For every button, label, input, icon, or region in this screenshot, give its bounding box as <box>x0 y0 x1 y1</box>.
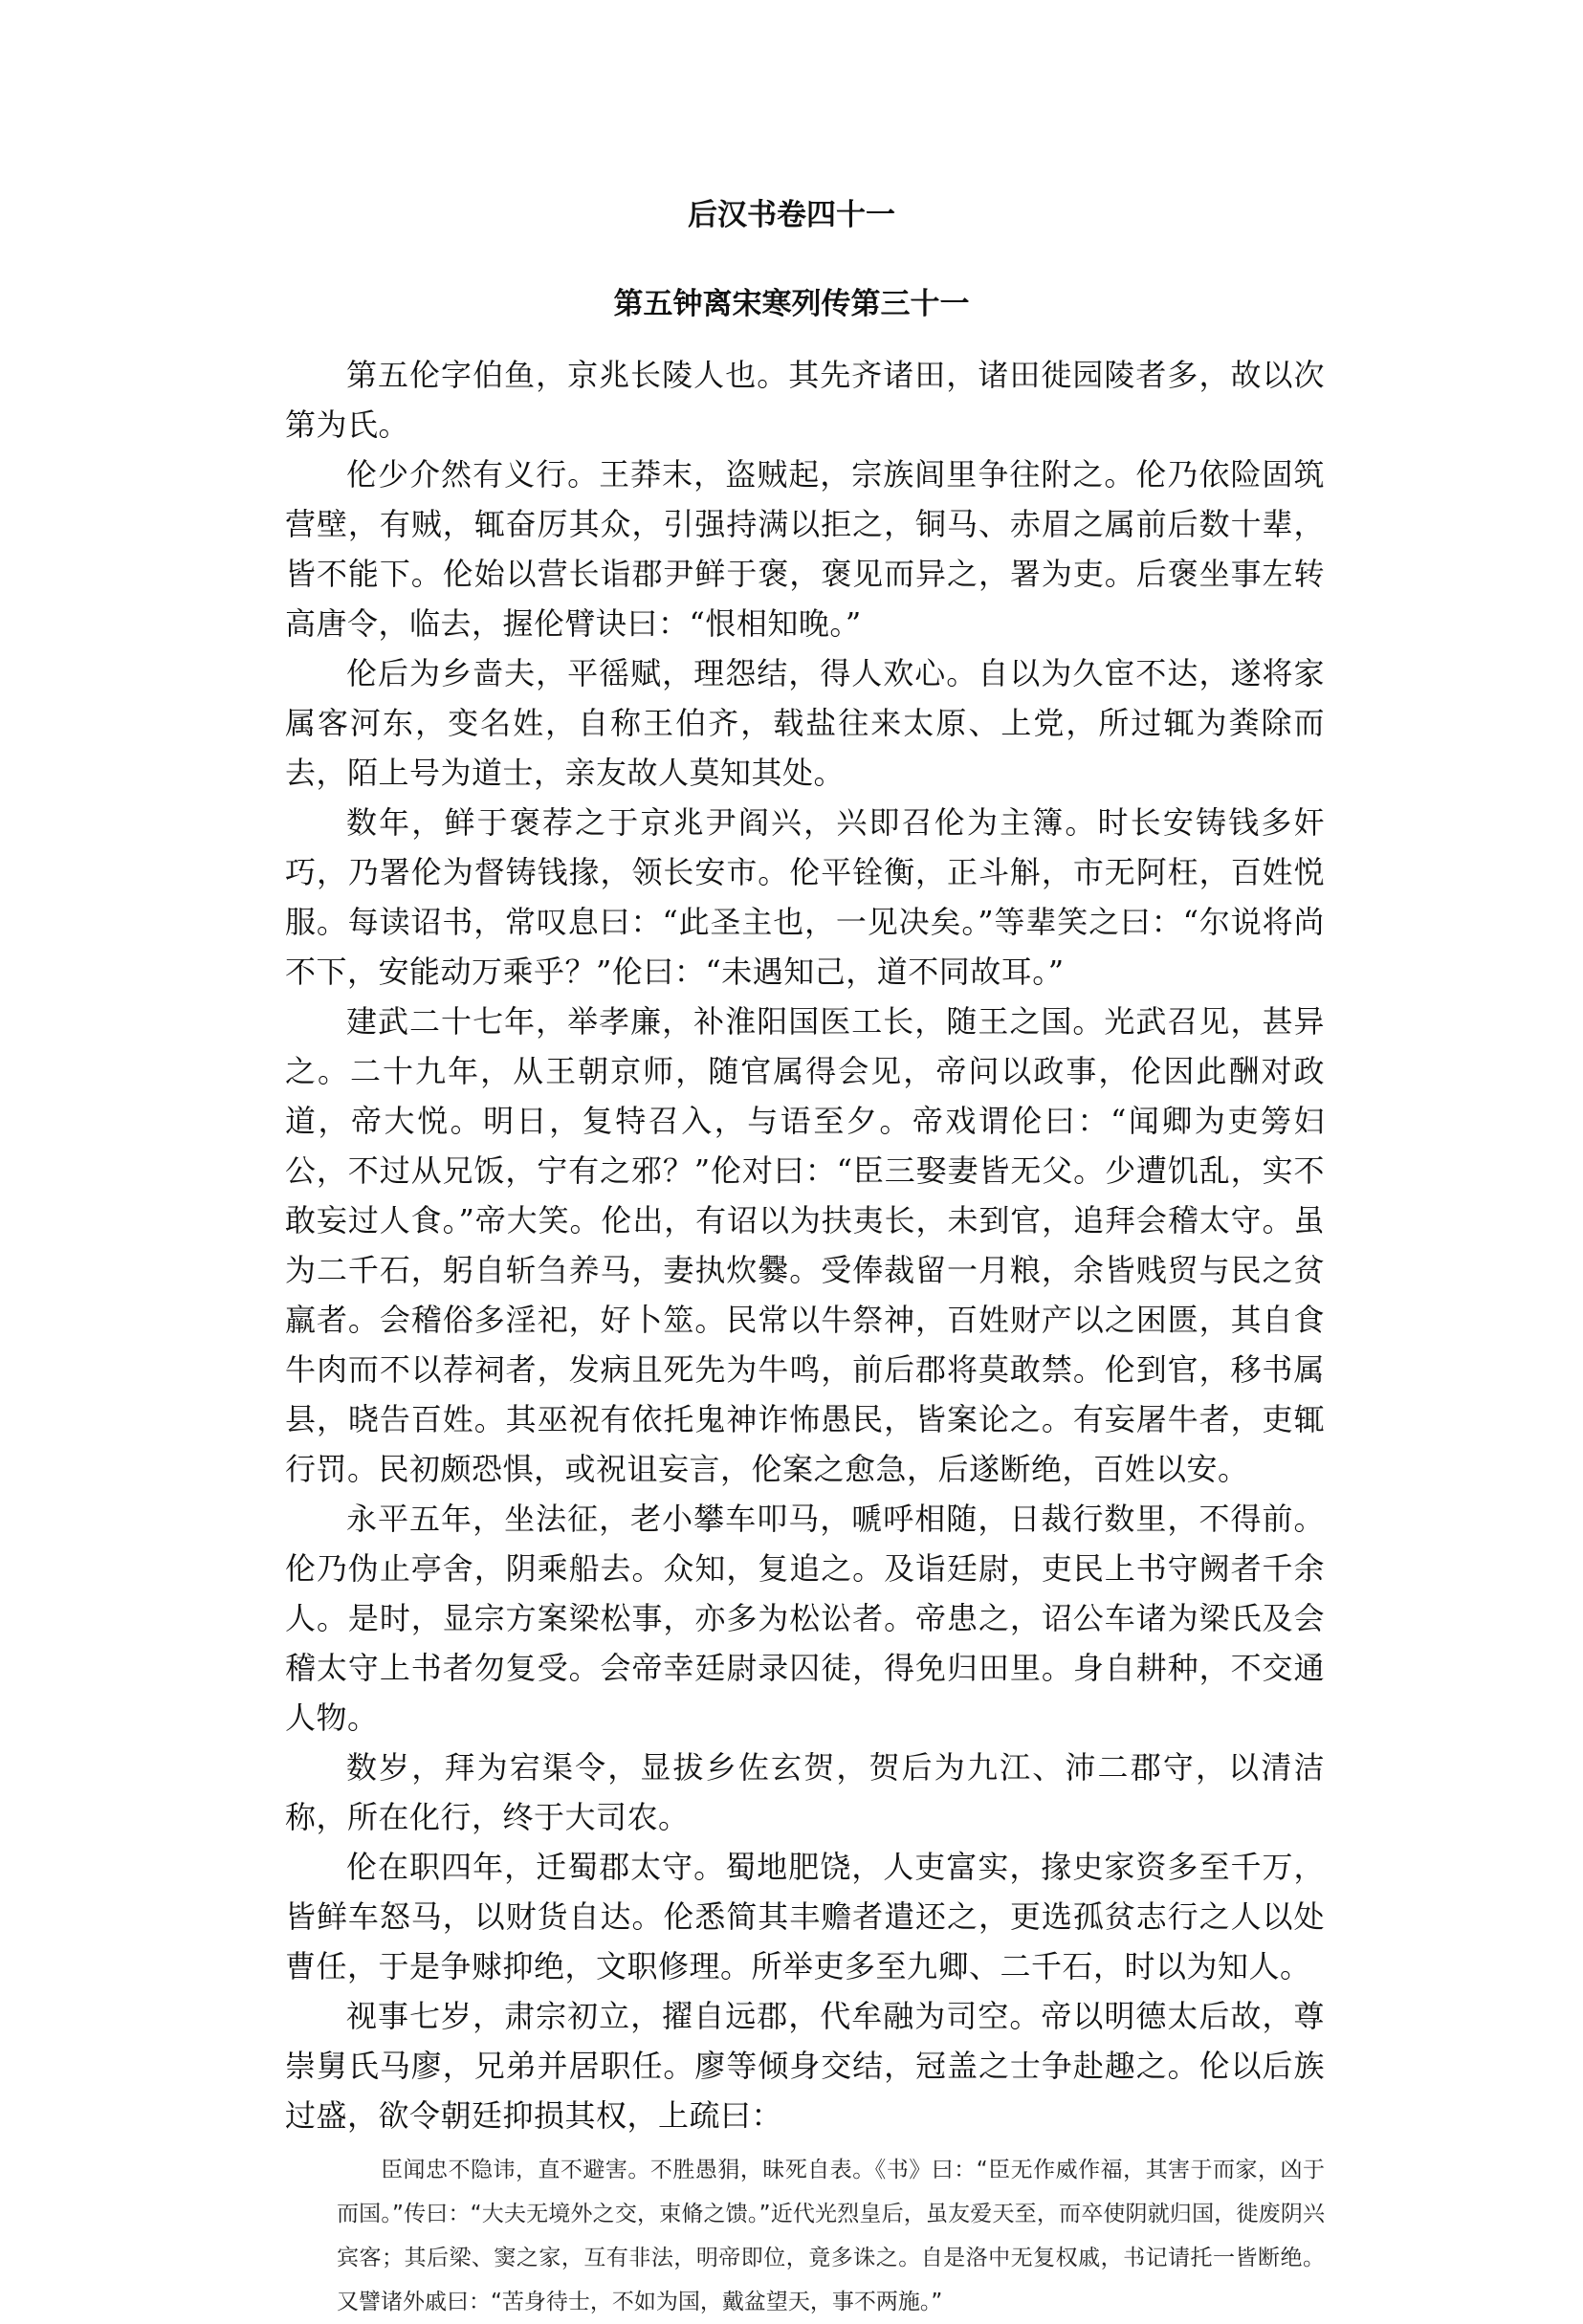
chapter-title: 第五钟离宋寒列传第三十一 <box>613 287 970 321</box>
paragraph: 伦少介然有义行。王莽末，盗贼起，宗族闾里争往附之。伦乃依险固筑营壁，有贼，辄奋厉其众，引强持满以拒之，铜马、赤眉之属前后数十辈，皆不能下。伦始以营长诣郡尹鲜于褒，褒见而异之，署为吏。后褒坐事左转高唐令，临去，握伦臂诀曰：“恨相知晚。” <box>285 456 1325 642</box>
memorial-quote: 臣闻忠不隐讳，直不避害。不胜愚狷，昧死自表。《书》曰：“臣无作威作福，其害于而家，凶于而国。”传曰：“大夫无境外之交，束脩之馈。”近代光烈皇后，虽友爱天至，而卒使阴就归国，徙废阴兴宾客；其后梁、窦之家，互有非法，明帝即位，竟多诛之。自是洛中无复权戚，书记请托一皆断绝。又譬诸外戚曰：“苦身待士，不如为国，戴盆望天，事不两施。” <box>337 2158 1325 2314</box>
paragraph: 伦后为乡啬夫，平徭赋，理怨结，得人欢心。自以为久宦不达，遂将家属客河东，变名姓，自称王伯齐，载盐往来太原、上党，所过辄为粪除而去，陌上号为道士，亲友故人莫知其处。 <box>285 655 1325 791</box>
paragraph: 数年，鲜于褒荐之于京兆尹阎兴，兴即召伦为主簿。时长安铸钱多奸巧，乃署伦为督铸钱掾，领长安市。伦平铨衡，正斗斛，市无阿枉，百姓悦服。每读诏书，常叹息曰：“此圣主也，一见决矣。”等辈笑之曰：“尔说将尚不下，安能动万乘乎？”伦曰：“未遇知己，道不同故耳。” <box>285 804 1325 990</box>
paragraph: 伦在职四年，迁蜀郡太守。蜀地肥饶，人吏富实，掾史家资多至千万，皆鲜车怒马，以财货自达。伦悉简其丰赡者遣还之，更选孤贫志行之人以处曹任，于是争赇抑绝，文职修理。所举吏多至九卿、二千石，时以为知人。 <box>285 1849 1325 1984</box>
paragraph: 视事七岁，肃宗初立，擢自远郡，代牟融为司空。帝以明德太后故，尊崇舅氏马廖，兄弟并居职任。廖等倾身交结，冠盖之士争赴趣之。伦以后族过盛，欲令朝廷抑损其权，上疏曰： <box>285 1998 1325 2134</box>
paragraph: 建武二十七年，举孝廉，补淮阳国医工长，随王之国。光武召见，甚异之。二十九年，从王朝京师，随官属得会见，帝问以政事，伦因此酬对政道，帝大悦。明日，复特召入，与语至夕。帝戏谓伦曰：“闻卿为吏篣妇公，不过从兄饭，宁有之邪？”伦对曰：“臣三娶妻皆无父。少遭饥乱，实不敢妄过人食。”帝大笑。伦出，有诏以为扶夷长，未到官，追拜会稽太守。虽为二千石，躬自斩刍养马，妻执炊爨。受俸裁留一月粮，余皆贱贸与民之贫羸者。会稽俗多淫祀，好卜筮。民常以牛祭神，百姓财产以之困匮，其自食牛肉而不以荐祠者，发病且死先为牛鸣，前后郡将莫敢禁。伦到官，移书属县，晓告百姓。其巫祝有依托鬼神诈怖愚民，皆案论之。有妄屠牛者，吏辄行罚。民初颇恐惧，或祝诅妄言，伦案之愈急，后遂断绝，百姓以安。 <box>285 1003 1325 1487</box>
document-body <box>285 350 1325 2324</box>
paragraph: 数岁，拜为宕渠令，显拔乡佐玄贺，贺后为九江、沛二郡守，以清洁称，所在化行，终于大司农。 <box>285 1749 1325 1835</box>
book-title: 后汉书卷四十一 <box>688 198 895 232</box>
paragraph: 第五伦字伯鱼，京兆长陵人也。其先齐诸田，诸田徙园陵者多，故以次第为氏。 <box>285 357 1325 443</box>
paragraph: 永平五年，坐法征，老小攀车叩马，嗁呼相随，日裁行数里，不得前。伦乃伪止亭舍，阴乘船去。众知，复追之。及诣廷尉，吏民上书守阙者千余人。是时，显宗方案梁松事，亦多为松讼者。帝患之，诏公车诸为梁氏及会稽太守上书者勿复受。会帝幸廷尉录囚徒，得免归田里。身自耕种，不交通人物。 <box>285 1501 1325 1736</box>
